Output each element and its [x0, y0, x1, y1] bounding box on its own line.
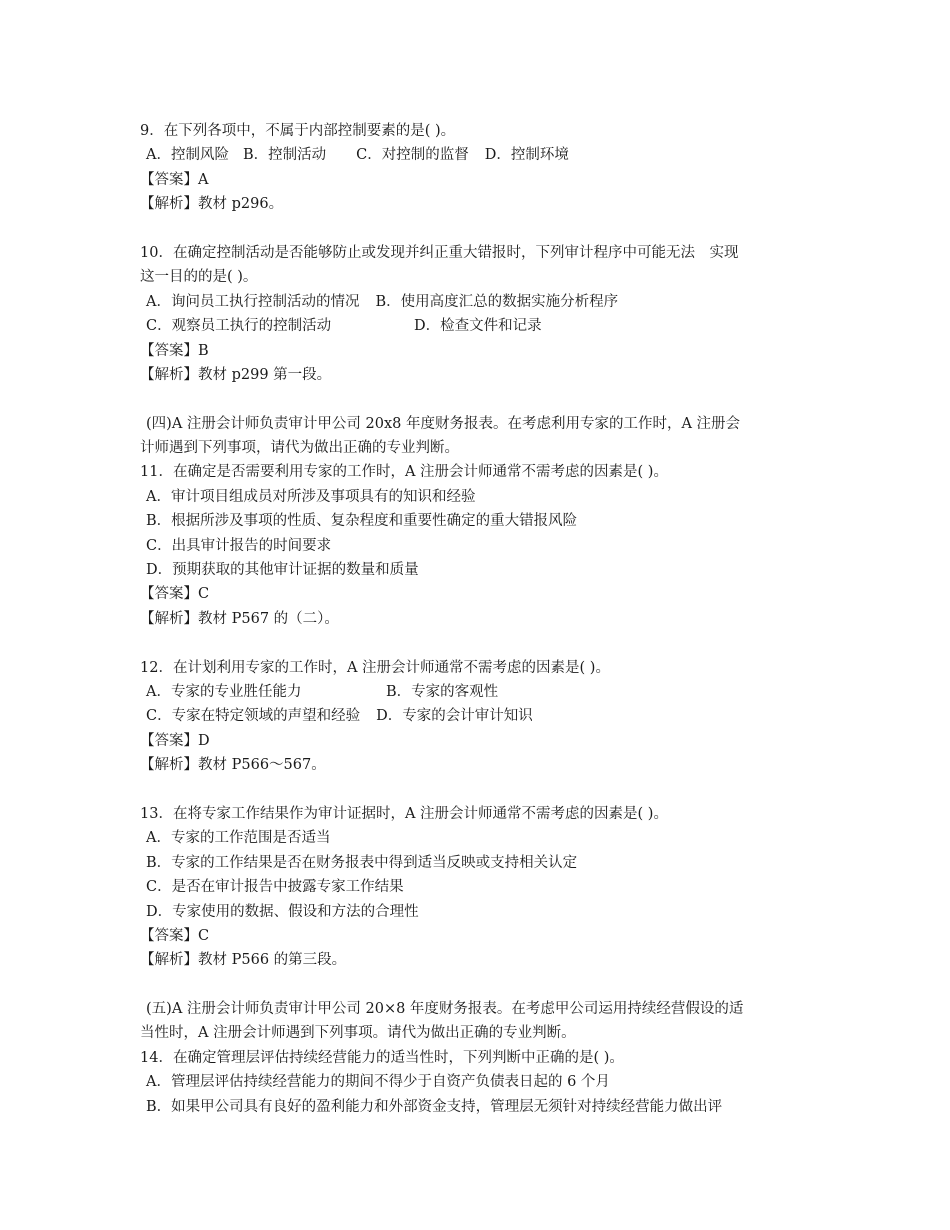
q12-option-a: A．专家的专业胜任能力 [146, 683, 302, 700]
question-13-analysis: 【解析】教材 P566 的第三段。 [140, 952, 347, 969]
section-5-intro-line-2: 当性时，A 注册会计师遇到下列事项。请代为做出正确的专业判断。 [140, 1025, 576, 1042]
spacer [140, 973, 820, 997]
question-10-analysis: 【解析】教材 p299 第一段。 [140, 366, 332, 383]
question-13-answer: 【答案】C [140, 927, 210, 944]
q9-option-a: A．控制风险 [146, 147, 229, 164]
section-5-intro-line-1: (五)A 注册会计师负责审计甲公司 20×8 年度财务报表。在考虑甲公司运用持续经营假设的适 [146, 1001, 744, 1018]
q10-option-d: D．检查文件和记录 [414, 318, 542, 335]
spacer [140, 217, 820, 241]
question-12-options-row-1 [140, 680, 820, 704]
q11-option-b: B．根据所涉及事项的性质、复杂程度和重要性确定的重大错报风险 [146, 513, 578, 530]
question-9-options [140, 143, 820, 167]
question-10-stem-line-1: 10．在确定控制活动是否能够防止或发现并纠正重大错报时，下列审计程序中可能无法 实现 [140, 244, 739, 261]
q10-option-c: C．观察员工执行的控制活动 [146, 318, 332, 335]
question-11-stem: 11．在确定是否需要利用专家的工作时，A 注册会计师通常不需考虑的因素是( )。 [140, 464, 668, 481]
question-11-answer: 【答案】C [140, 586, 210, 603]
q13-option-d: D．专家使用的数据、假设和方法的合理性 [146, 903, 419, 920]
q9-option-b: B．控制活动 [242, 147, 327, 164]
question-10-options-row-1 [140, 290, 820, 314]
question-9-answer: 【答案】A [140, 171, 209, 188]
question-9-analysis: 【解析】教材 p296。 [140, 196, 284, 213]
question-10-options-row-2 [140, 314, 820, 338]
q10-option-a: A．询问员工执行控制活动的情况 [146, 293, 360, 310]
q11-option-a: A．审计项目组成员对所涉及事项具有的知识和经验 [146, 488, 476, 505]
q9-option-c: C．对控制的监督 [356, 147, 469, 164]
question-12-answer: 【答案】D [140, 732, 210, 749]
spacer [140, 778, 820, 802]
document-body [140, 119, 820, 1119]
question-10-answer: 【答案】B [140, 342, 209, 359]
q11-option-c: C．出具审计报告的时间要求 [146, 537, 332, 554]
q14-option-a: A．管理层评估持续经营能力的期间不得少于自资产负债表日起的 6 个月 [146, 1074, 610, 1091]
spacer [140, 631, 820, 655]
q13-option-c: C．是否在审计报告中披露专家工作结果 [146, 879, 404, 896]
section-4-intro-line-1: (四)A 注册会计师负责审计甲公司 20x8 年度财务报表。在考虑利用专家的工作时，A 注册会 [146, 415, 741, 432]
question-12-analysis: 【解析】教材 P566～567。 [140, 757, 326, 774]
question-13-stem: 13．在将专家工作结果作为审计证据时，A 注册会计师通常不需考虑的因素是( )。 [140, 805, 668, 822]
question-10-stem-line-2: 这一目的的是( )。 [140, 269, 258, 286]
question-14-stem: 14．在确定管理层评估持续经营能力的适当性时，下列判断中正确的是( )。 [140, 1049, 624, 1066]
question-9-stem: 9．在下列各项中，不属于内部控制要素的是( )。 [140, 123, 456, 139]
q11-option-d: D．预期获取的其他审计证据的数量和质量 [146, 562, 419, 579]
question-11-analysis: 【解析】教材 P567 的（二）。 [140, 610, 339, 627]
q12-option-d: D．专家的会计审计知识 [376, 708, 533, 725]
q10-option-b: B．使用高度汇总的数据实施分析程序 [375, 293, 619, 310]
q9-option-d: D．控制环境 [484, 147, 569, 164]
q12-option-b: B．专家的客观性 [386, 683, 499, 700]
q13-option-b: B．专家的工作结果是否在财务报表中得到适当反映或支持相关认定 [146, 854, 578, 871]
q14-option-b: B．如果甲公司具有良好的盈利能力和外部资金支持，管理层无须针对持续经营能力做出评 [146, 1098, 723, 1115]
spacer [140, 387, 820, 411]
q13-option-a: A．专家的工作范围是否适当 [146, 830, 331, 847]
section-4-intro-line-2: 计师遇到下列事项，请代为做出正确的专业判断。 [140, 440, 459, 457]
q12-option-c: C．专家在特定领域的声望和经验 [146, 708, 361, 725]
question-12-stem: 12．在计划利用专家的工作时，A 注册会计师通常不需考虑的因素是( )。 [140, 659, 610, 676]
question-12-options-row-2 [140, 704, 820, 728]
